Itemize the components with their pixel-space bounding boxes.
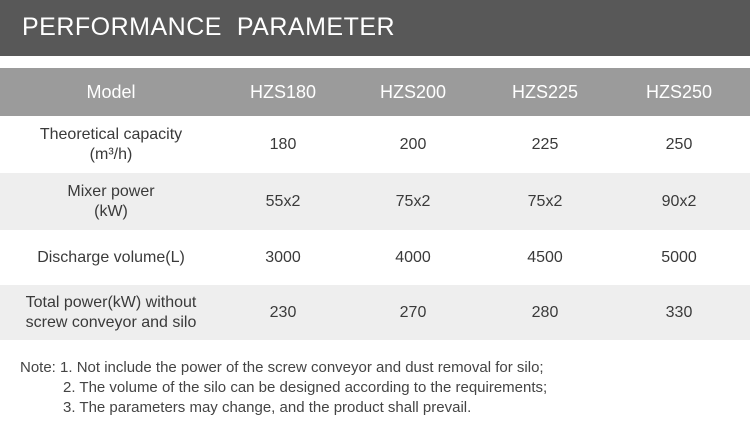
table-cell: 270 [399, 303, 427, 321]
table-row [0, 230, 750, 285]
row-label-line: (kW) [94, 202, 128, 220]
row-label-line: (m³/h) [89, 145, 133, 163]
header-cell: HZS250 [645, 82, 713, 102]
table-cell: 4000 [395, 248, 431, 266]
row-label-line: screw conveyor and silo [25, 313, 197, 331]
header-cell: HZS180 [249, 82, 317, 102]
table-cell: 75x2 [527, 192, 563, 210]
table-cell: 250 [665, 135, 693, 153]
table-cell: 200 [399, 135, 427, 153]
table-cell: 330 [665, 303, 693, 321]
table-cell: 4500 [527, 248, 563, 266]
row-label [0, 116, 222, 173]
header-cell: HZS200 [379, 82, 447, 102]
table-cell: 90x2 [661, 192, 697, 210]
title-bar [0, 0, 750, 56]
header-cell-model: Model [86, 82, 136, 102]
table-header-row [0, 68, 750, 116]
header-cell: HZS225 [511, 82, 579, 102]
table-row [0, 173, 750, 230]
table-cell: 55x2 [265, 192, 301, 210]
row-label-line: Theoretical capacity [39, 125, 183, 143]
notes [20, 358, 547, 418]
table-cell: 230 [269, 303, 297, 321]
note-line: Note: 1. Not include the power of the screw conveyor and dust removal for silo; [20, 359, 544, 376]
page-title: PERFORMANCE PARAMETER [22, 13, 396, 41]
note-line: 2. The volume of the silo can be designed according to the requirements; [63, 379, 548, 396]
row-label [0, 230, 222, 285]
table-cell: 280 [531, 303, 559, 321]
table-cell: 5000 [661, 248, 697, 266]
row-label-line: Mixer power [67, 182, 155, 200]
row-label-line: Total power(kW) without [25, 293, 197, 311]
row-label [0, 173, 222, 230]
table-cell: 180 [269, 135, 297, 153]
table-row [0, 285, 750, 340]
performance-table [0, 68, 750, 340]
row-label-line: Discharge volume(L) [37, 248, 185, 266]
table-cell: 3000 [265, 248, 301, 266]
table-cell: 75x2 [395, 192, 431, 210]
table-row [0, 116, 750, 173]
table-cell: 225 [531, 135, 559, 153]
row-label [0, 285, 222, 340]
note-line: 3. The parameters may change, and the product shall prevail. [63, 399, 472, 416]
